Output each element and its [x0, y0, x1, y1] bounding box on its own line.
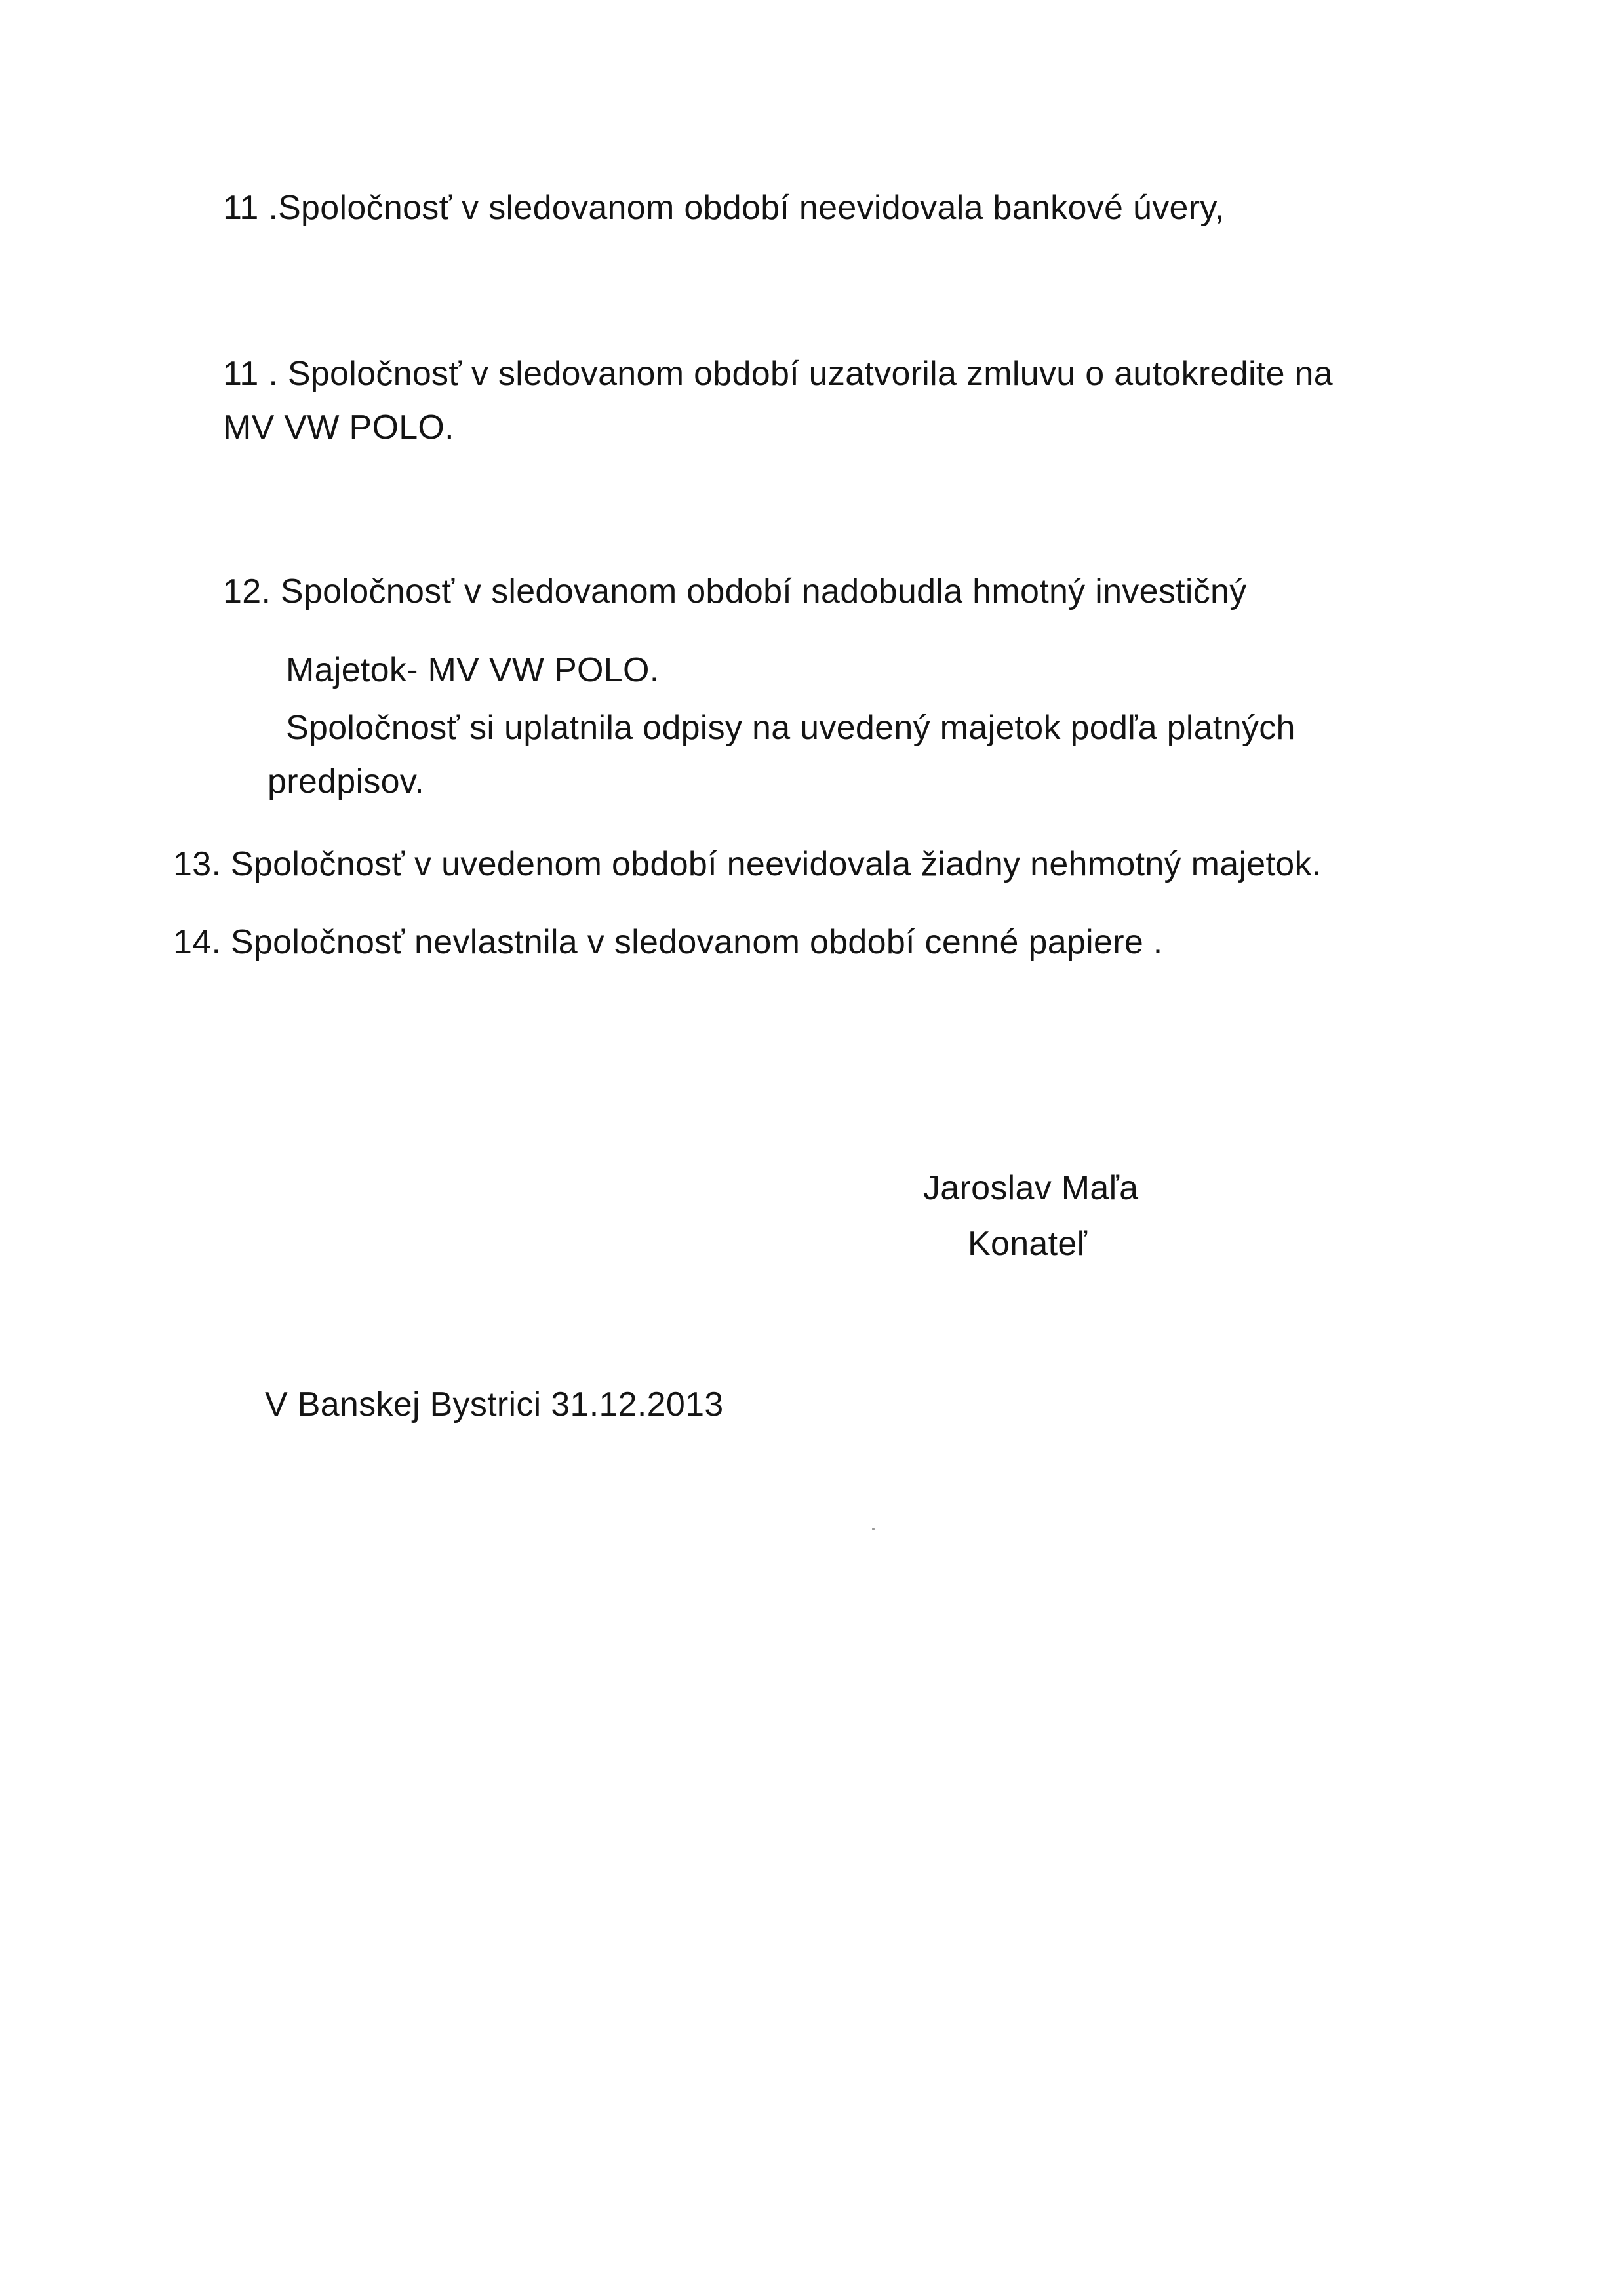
item-11a: 11 .Spoločnosť v sledovanom období neevidovala bankové úvery,: [223, 189, 1225, 227]
item-13: 13. Spoločnosť v uvedenom období neevidovala žiadny nehmotný majetok.: [173, 845, 1322, 883]
item-11b-line1: 11 . Spoločnosť v sledovanom období uzatvorila zmluvu o autokredite na: [223, 355, 1333, 393]
item-12-line1: 12. Spoločnosť v sledovanom období nadobudla hmotný investičný: [223, 572, 1247, 610]
place-and-date: V Banskej Bystrici 31.12.2013: [265, 1386, 724, 1424]
item-14: 14. Spoločnosť nevlastnila v sledovanom období cenné papiere .: [173, 923, 1163, 961]
item-12-line3: Spoločnosť si uplatnila odpisy na uvedený majetok podľa platných: [286, 709, 1296, 747]
signatory-role: Konateľ: [968, 1225, 1088, 1263]
signatory-name: Jaroslav Maľa: [923, 1169, 1139, 1207]
item-11b-line2: MV VW POLO.: [223, 409, 454, 447]
item-12-line2: Majetok- MV VW POLO.: [286, 651, 660, 689]
scan-speck: [872, 1528, 875, 1530]
item-12-line4: predpisov.: [267, 763, 425, 801]
